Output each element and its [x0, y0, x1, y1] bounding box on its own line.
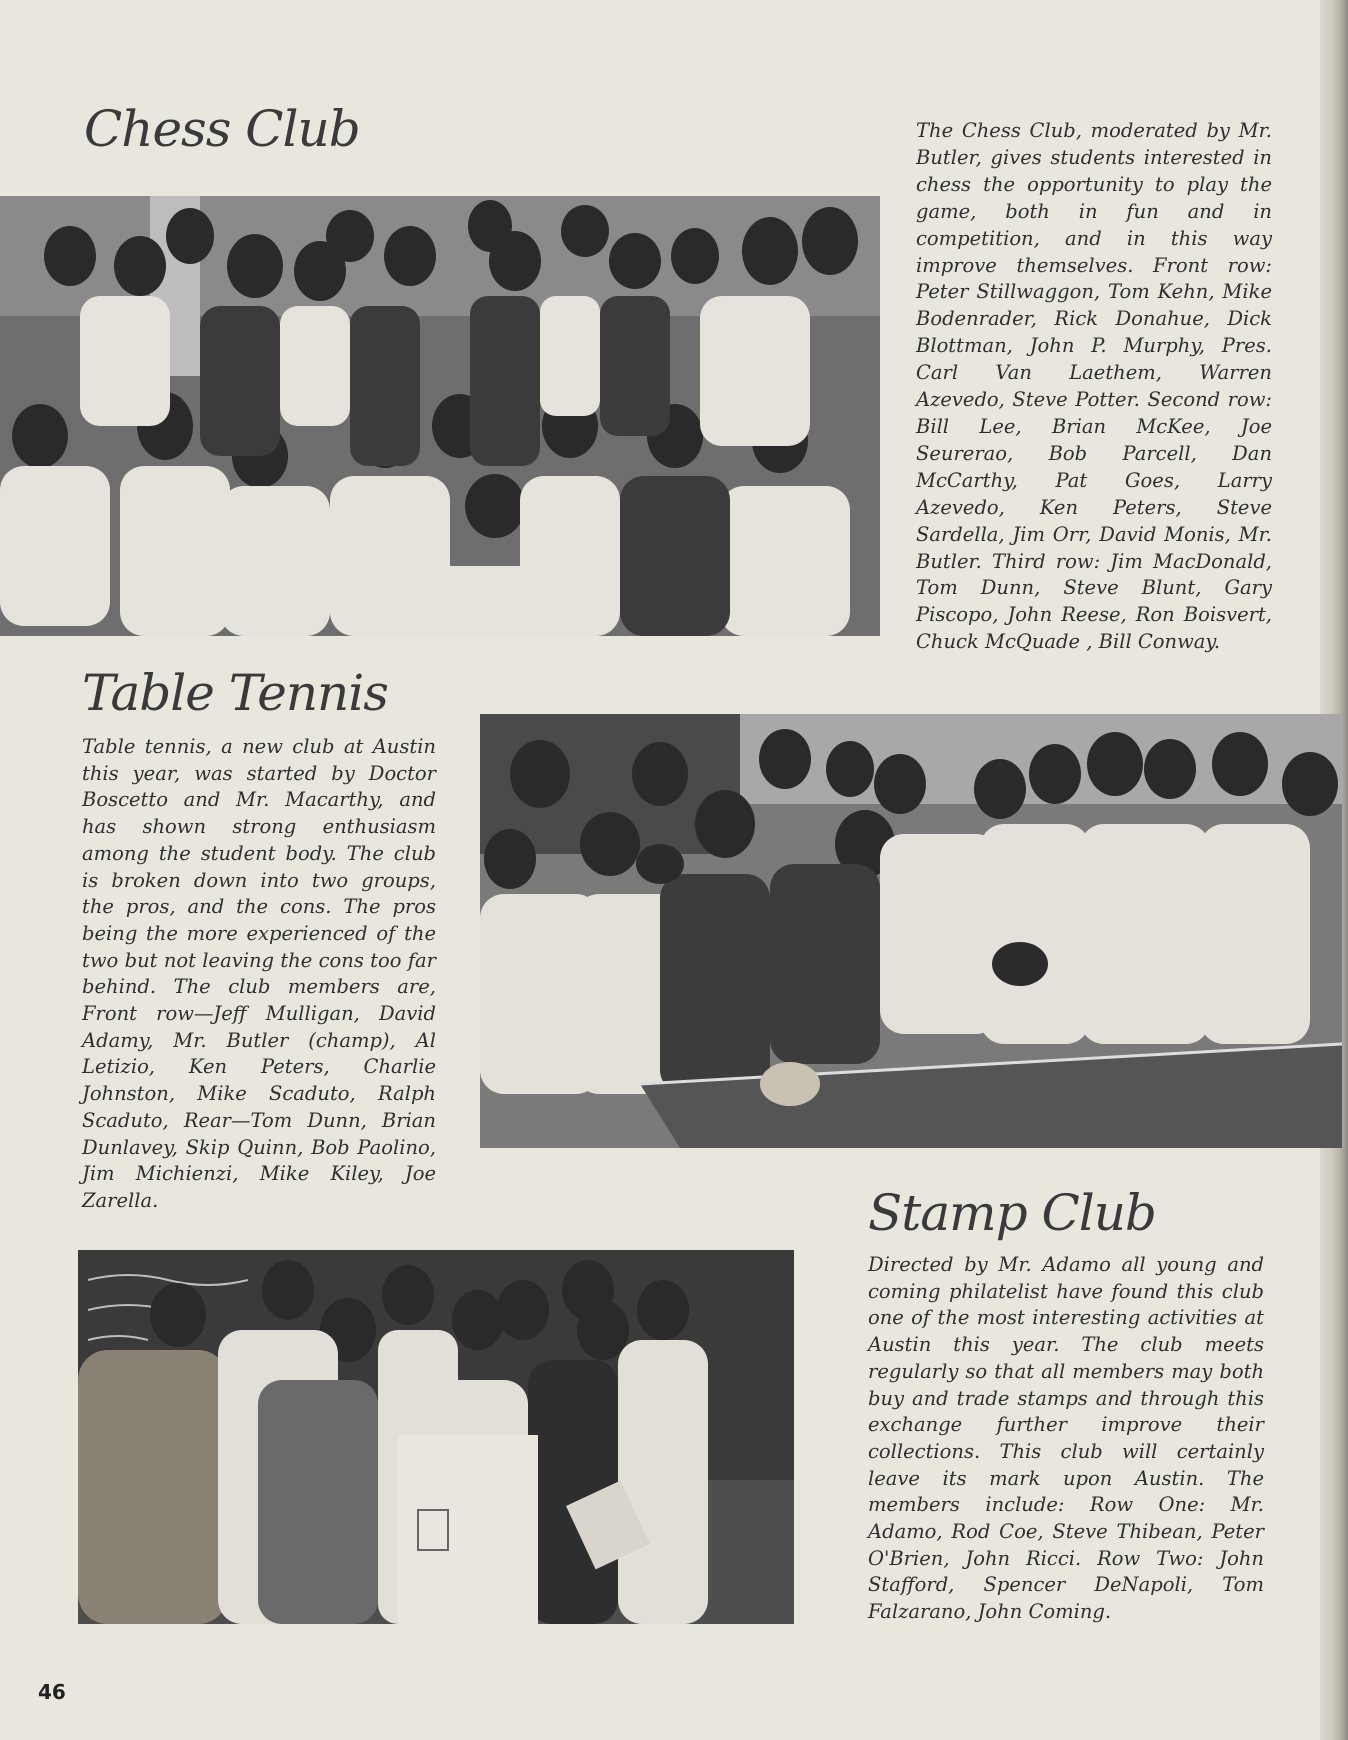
chess-club-description: The Chess Club, moderated by Mr. Butler, gives students interested in chess the opportunity to play the game, both in fun and in competition, and in this way improve themselves. Front row: Peter Stillwaggon, Tom Kehn, Mike Bodenrader, Rick Donahue, Dick Blottman, John P. Murphy, Pres. Carl Van Laethem, Warren Azevedo, Steve Potter. Second row: Bill Lee, Brian McKee, Joe Seurerao, Bob Parcell, Dan McCarthy, Pat Goes, Larry Azevedo, Ken Peters, Steve Sardella, Jim Orr, David Monis, Mr. Butler. Third row: Jim MacDonald, Tom Dunn, Steve Blunt, Gary Piscopo, John Reese, Ron Boisvert, Chuck McQuade , Bill Conway. — [916, 119, 1272, 654]
stamp-club-title: Stamp Club — [868, 1184, 1156, 1242]
chess-club-title: Chess Club — [84, 100, 360, 158]
stamp-club-description: Directed by Mr. Adamo all young and coming philatelist have found this club one of the most interesting activities at Austin this year. The club meets regularly so that all members may both buy and trade stamps and through this exchange further improve their collections. This club will certainly leave its mark upon Austin. The members include: Row One: Mr. Adamo, Rod Coe, Steve Thibean, Peter O'Brien, John Ricci. Row Two: John Stafford, Spencer DeNapoli, Tom Falzarano, John Coming. — [868, 1253, 1264, 1624]
table-tennis-description: Table tennis, a new club at Austin this year, was started by Doctor Boscetto and Mr. Macarthy, and has shown strong enthusiasm among the student body. The club is broken down into two groups, the pros, and the cons. The pros being the more experienced of the two but not leaving the cons too far behind. The club members are, Front row—Jeff Mulligan, David Adamy, Mr. Butler (champ), Al Letizio, Ken Peters, Charlie Johnston, Mike Scaduto, Ralph Scaduto, Rear—Tom Dunn, Brian Dunlavey, Skip Quinn, Bob Paolino, Jim Michienzi, Mike Kiley, Joe Zarella. — [82, 735, 436, 1212]
chess-club-photo — [0, 196, 880, 636]
page-number: 46 — [38, 1680, 66, 1704]
stamp-club-photo — [78, 1250, 794, 1624]
table-tennis-title: Table Tennis — [82, 664, 388, 722]
table-tennis-photo — [480, 714, 1342, 1148]
